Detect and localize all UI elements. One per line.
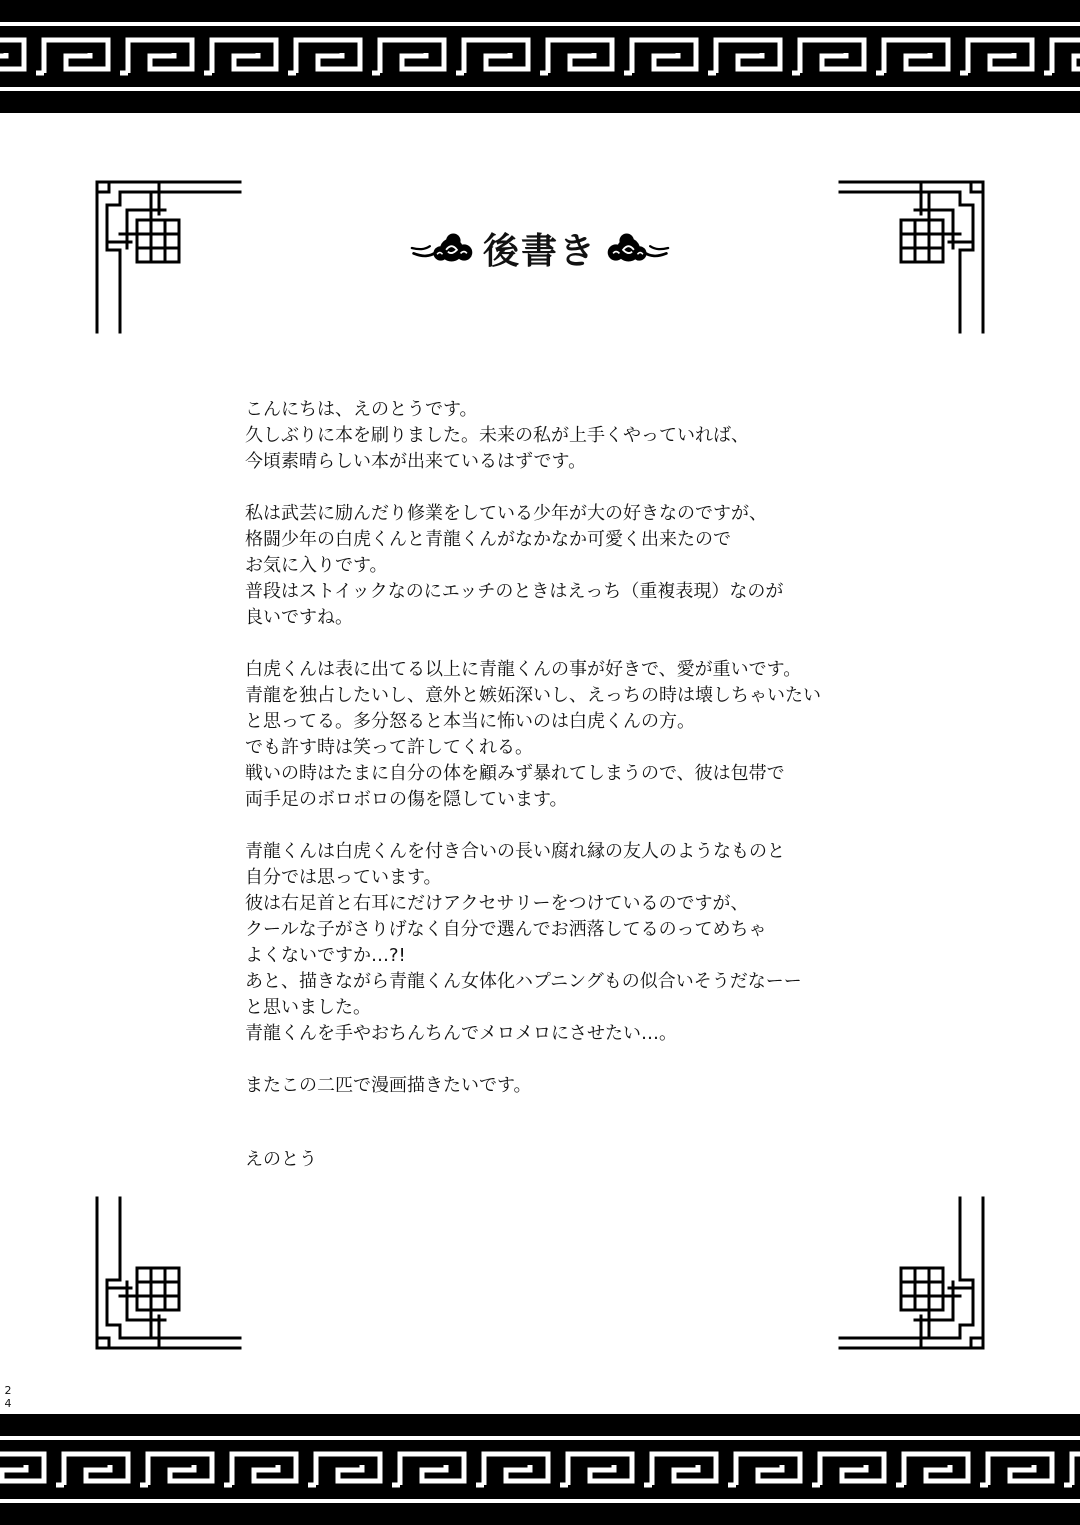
text-line: と思ってる。多分怒ると本当に怖いのは白虎くんの方。 <box>245 711 695 732</box>
text-line: 普段はストイックなのにエッチのときはえっち（重複表現）なのが <box>245 581 784 602</box>
page-number: 24 <box>4 1384 12 1410</box>
text-line: 両手足のボロボロの傷を隠しています。 <box>245 789 568 810</box>
paragraph <box>245 839 865 1047</box>
text-line: 青龍くんを手やおちんちんでメロメロにさせたい…。 <box>245 1023 677 1044</box>
text-line: 白虎くんは表に出てる以上に青龍くんの事が好きで、愛が重いです。 <box>245 659 802 680</box>
author-signature: えのとう <box>245 1149 317 1170</box>
text-line: 良いですね。 <box>245 607 353 628</box>
bottom-border-band <box>0 1414 1080 1525</box>
top-border-band <box>0 0 1080 113</box>
text-line: こんにちは、えのとうです。 <box>245 399 478 420</box>
text-line: あと、描きながら青龍くん女体化ハプニングもの似合いそうだなーー <box>245 971 802 992</box>
corner-ornament-bottom-left <box>95 1195 245 1350</box>
paragraph <box>245 657 865 813</box>
text-line: 戦いの時はたまに自分の体を顧みず暴れてしまうので、彼は包帯で <box>245 763 785 784</box>
greek-key-pattern-bottom <box>0 1414 1080 1525</box>
text-line: 今頃素晴らしい本が出来ているはずです。 <box>245 451 587 472</box>
afterword-body <box>245 397 865 1125</box>
corner-ornament-bottom-right <box>835 1195 985 1350</box>
text-line: 青龍を独占したいし、意外と嫉妬深いし、えっちの時は壊しちゃいたい <box>245 685 821 706</box>
text-line: と思いました。 <box>245 997 371 1018</box>
text-line: またこの二匹で漫画描きたいです。 <box>245 1075 532 1096</box>
text-line: 彼は右足首と右耳にだけアクセサリーをつけているのですが、 <box>245 893 749 914</box>
cloud-scroll-icon <box>410 228 475 268</box>
text-line: お気に入りです。 <box>245 555 388 576</box>
paragraph <box>245 501 865 631</box>
text-line: よくないですか…?! <box>245 945 406 966</box>
text-line: 青龍くんは白虎くんを付き合いの長い腐れ縁の友人のようなものと <box>245 841 785 862</box>
paragraph <box>245 1073 865 1099</box>
corner-ornament-top-left <box>95 180 245 335</box>
text-line: でも許す時は笑って許してくれる。 <box>245 737 533 758</box>
paragraph <box>245 397 865 475</box>
text-line: 私は武芸に励んだり修業をしている少年が大の好きなのですが、 <box>245 503 767 524</box>
text-line: クールな子がさりげなく自分で選んでお洒落してるのってめちゃ <box>245 919 767 940</box>
corner-ornament-top-right <box>835 180 985 335</box>
page-title: 後書き <box>482 229 597 272</box>
text-line: 久しぶりに本を刷りました。未来の私が上手くやっていれば、 <box>245 425 749 446</box>
greek-key-pattern-top <box>0 0 1080 113</box>
text-line: 格闘少年の白虎くんと青龍くんがなかなか可愛く出来たので <box>245 529 731 550</box>
cloud-scroll-icon <box>605 228 670 268</box>
title-block <box>410 218 670 278</box>
text-line: 自分では思っています。 <box>245 867 442 888</box>
